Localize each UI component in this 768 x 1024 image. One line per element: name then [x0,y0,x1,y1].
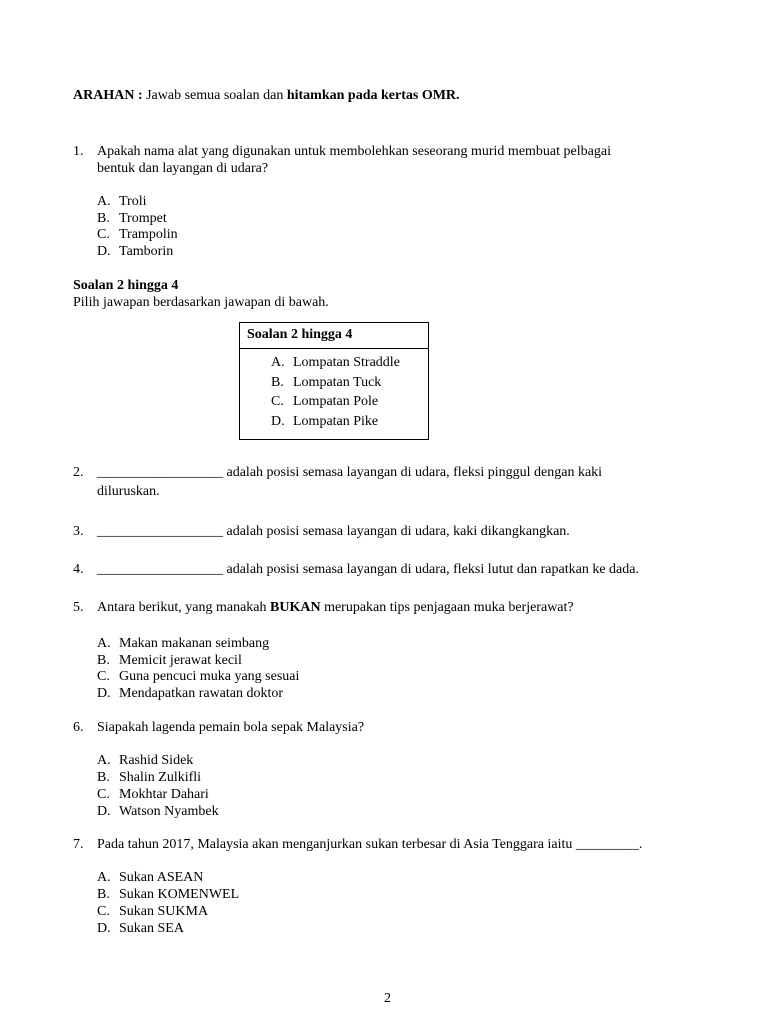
q6-number: 6. [73,720,84,735]
q3-number: 3. [73,524,84,539]
q1-option-c [97,226,178,243]
answer-box [239,322,429,440]
answer-box-option-b [271,373,428,393]
option-letter: B. [97,653,110,668]
section-instruction: Pilih jawapan berdasarkan jawapan di bawah. [73,295,329,310]
q7-option-a [97,869,203,886]
answer-box-option-a [271,353,428,373]
option-letter: B. [97,887,110,902]
q5-option-d [97,685,283,702]
option-text: Lompatan Pike [293,413,379,429]
option-letter: B. [271,374,284,390]
q5-option-b [97,652,242,669]
option-letter: A. [97,870,111,885]
q7-option-d [97,920,184,937]
instruction-text: Jawab semua soalan dan [142,88,287,103]
q1-line-2: bentuk dan layangan di udara? [97,161,269,176]
q7-option-c [97,903,208,920]
option-text: Trompet [119,211,167,226]
q5-option-c [97,668,299,685]
option-letter: C. [271,394,284,409]
q1-option-a [97,193,147,210]
q5-post: merupakan tips penjagaan muka berjerawat? [320,600,574,615]
option-letter: B. [97,211,110,226]
q1-option-b [97,210,167,227]
option-text: Lompatan Tuck [293,374,382,390]
option-letter: C. [97,227,110,242]
option-text: Mokhtar Dahari [119,787,209,802]
option-text: Troli [119,194,147,209]
q4-number: 4. [73,562,84,577]
q2-line-1: __________________ adalah posisi semasa layangan di udara, fleksi pinggul dengan kaki [97,465,603,480]
option-text: Sukan SUKMA [119,904,209,919]
q6-option-b [97,769,201,786]
answer-box-option-d [271,412,428,432]
q6-option-d [97,803,219,820]
q1-number: 1. [73,144,84,159]
option-text: Sukan ASEAN [119,870,204,885]
option-text: Trampolin [119,227,178,242]
option-letter: D. [97,921,111,936]
option-text: Guna pencuci muka yang sesuai [119,669,300,684]
option-text: Sukan KOMENWEL [119,887,240,902]
instruction-bold-tail: hitamkan pada kertas OMR. [286,88,460,103]
q7-option-b [97,886,239,903]
option-letter: B. [97,770,110,785]
option-text: Sukan SEA [119,921,184,936]
answer-box-list [240,349,428,431]
instruction-label: ARAHAN : [73,88,143,103]
q1-option-d [97,243,173,260]
option-letter: C. [97,787,110,802]
option-text: Mendapatkan rawatan doktor [119,686,284,701]
option-text: Lompatan Straddle [293,355,400,370]
q5-number: 5. [73,600,84,615]
option-letter: C. [97,669,110,684]
q5-line-1 [97,599,574,616]
q6-line-1: Siapakah lagenda pemain bola sepak Malaysia? [97,720,365,735]
q5-bold: BUKAN [270,600,321,615]
q6-option-c [97,786,209,803]
option-letter: D. [97,686,111,701]
q1-line-1: Apakah nama alat yang digunakan untuk membolehkan seseorang murid membuat pelbagai [97,144,611,159]
q4-line-1: __________________ adalah posisi semasa layangan di udara, fleksi lutut dan rapatkan ke dada. [97,562,639,577]
q2-number: 2. [73,465,84,480]
option-text: Lompatan Pole [293,394,379,409]
option-letter: A. [97,636,111,651]
option-letter: A. [97,753,111,768]
answer-box-title: Soalan 2 hingga 4 [240,323,428,349]
option-text: Memicit jerawat kecil [119,653,242,668]
q3-line-1: __________________ adalah posisi semasa layangan di udara, kaki dikangkangkan. [97,524,570,539]
option-letter: C. [97,904,110,919]
option-text: Rashid Sidek [119,753,194,768]
option-letter: D. [97,804,111,819]
option-text: Makan makanan seimbang [119,636,270,651]
section-heading: Soalan 2 hingga 4 [73,278,179,293]
page-number: 2 [384,991,391,1006]
q2-line-2: diluruskan. [97,484,160,499]
option-text: Watson Nyambek [119,804,219,819]
option-letter: D. [97,244,111,259]
q7-number: 7. [73,837,84,852]
q5-option-a [97,635,269,652]
instruction-line [73,87,460,104]
q5-pre: Antara berikut, yang manakah [97,600,270,615]
option-letter: D. [271,413,285,429]
answer-box-option-c [271,392,428,412]
option-text: Shalin Zulkifli [119,770,202,785]
option-letter: A. [271,355,285,370]
q7-line-1: Pada tahun 2017, Malaysia akan menganjurkan sukan terbesar di Asia Tenggara iaitu _________. [97,837,643,852]
option-text: Tamborin [119,244,174,259]
q6-option-a [97,752,193,769]
option-letter: A. [97,194,111,209]
